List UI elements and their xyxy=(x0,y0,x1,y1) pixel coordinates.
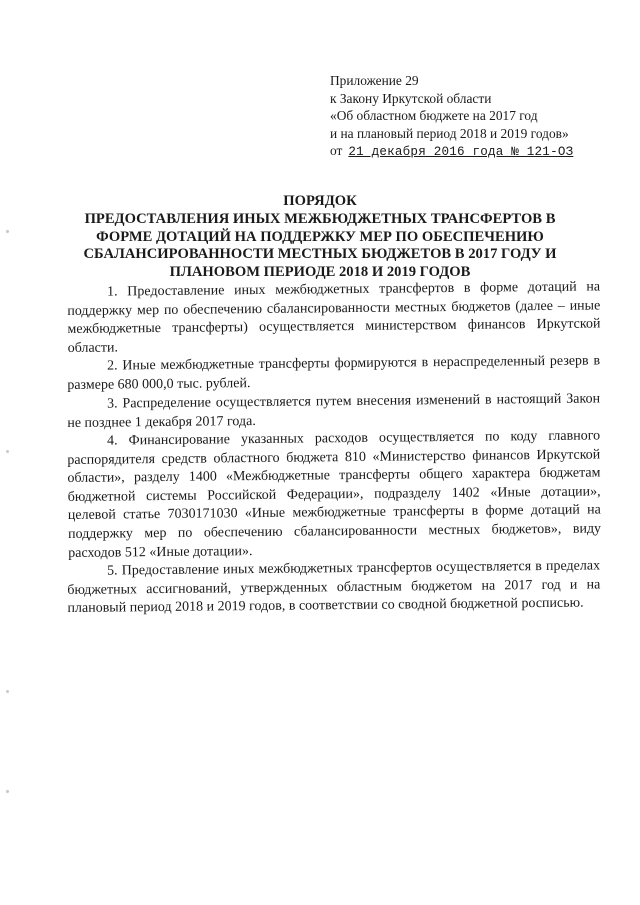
binder-hole-mark xyxy=(6,230,9,233)
binder-hole-mark xyxy=(6,790,9,793)
title-line: ПЛАНОВОМ ПЕРИОДЕ 2018 И 2019 ГОДОВ xyxy=(169,264,471,281)
appendix-line: Приложение 29 xyxy=(330,73,419,88)
paragraph-1: 1. Предоставление иных межбюджетных трансфертов в форме дотаций на поддержку мер по обеспечению сбалансированности местных бюджетов (далее – иные межбюджетные трансферты) осуществляется министерством финансов Иркутской области. xyxy=(67,279,601,356)
title-line: СБАЛАНСИРОВАННОСТИ МЕСТНЫХ БЮДЖЕТОВ В 2017 ГОДУ И xyxy=(83,246,557,263)
title-line: ПОРЯДОК xyxy=(283,193,357,209)
paragraph-5: 5. Предоставление иных межбюджетных трансфертов осуществляется в пределах бюджетных ассигнований, утвержденных областным бюджетом на 2017 год и на плановый период 2018 и 2019 годов, в соответствии со сводной бюджетной росписью. xyxy=(67,558,601,617)
appendix-header xyxy=(330,72,620,162)
paragraph-3: 3. Распределение осуществляется путем внесения изменений в настоящий Закон не позднее 1 декабря 2017 года. xyxy=(67,390,601,431)
date-prefix: от xyxy=(330,143,343,158)
title-line: ПРЕДОСТАВЛЕНИЯ ИНЫХ МЕЖБЮДЖЕТНЫХ ТРАНСФЕРТОВ В xyxy=(84,210,556,227)
title-line: ФОРМЕ ДОТАЦИЙ НА ПОДДЕРЖКУ МЕР ПО ОБЕСПЕЧЕНИЮ xyxy=(96,228,544,245)
document-body xyxy=(67,279,602,619)
binder-hole-mark xyxy=(6,690,9,693)
paragraph-2: 2. Иные межбюджетные трансферты формируются в нераспределенный резерв в размере 680 000,0 тыс. рублей. xyxy=(67,353,601,393)
appendix-line: «Об областном бюджете на 2017 год xyxy=(330,108,538,123)
document-title xyxy=(60,193,580,282)
appendix-line: к Закону Иркутской области xyxy=(330,90,492,106)
appendix-line: и на плановый период 2018 и 2019 годов» xyxy=(330,125,569,141)
law-date-stamp: 21 декабря 2016 года № 121-ОЗ xyxy=(348,145,574,159)
appendix-date-line xyxy=(330,142,620,162)
paragraph-4: 4. Финансирование указанных расходов осуществляется по коду главного распорядителя средств областного бюджета 810 «Министерство финансов Иркутской области», разделу 1400 «Межбюджетные трансферты общего характера бюджетам бюджетной системы Российской Федерации», подразделу 1402 «Иные дотации», целевой статье 7030171030 «Иные межбюджетные трансферты в форме дотаций на поддержку мер по обеспечению сбалансированности местных бюджетов», виду расходов 512 «Иные дотации». xyxy=(67,428,602,561)
binder-hole-mark xyxy=(6,450,9,453)
